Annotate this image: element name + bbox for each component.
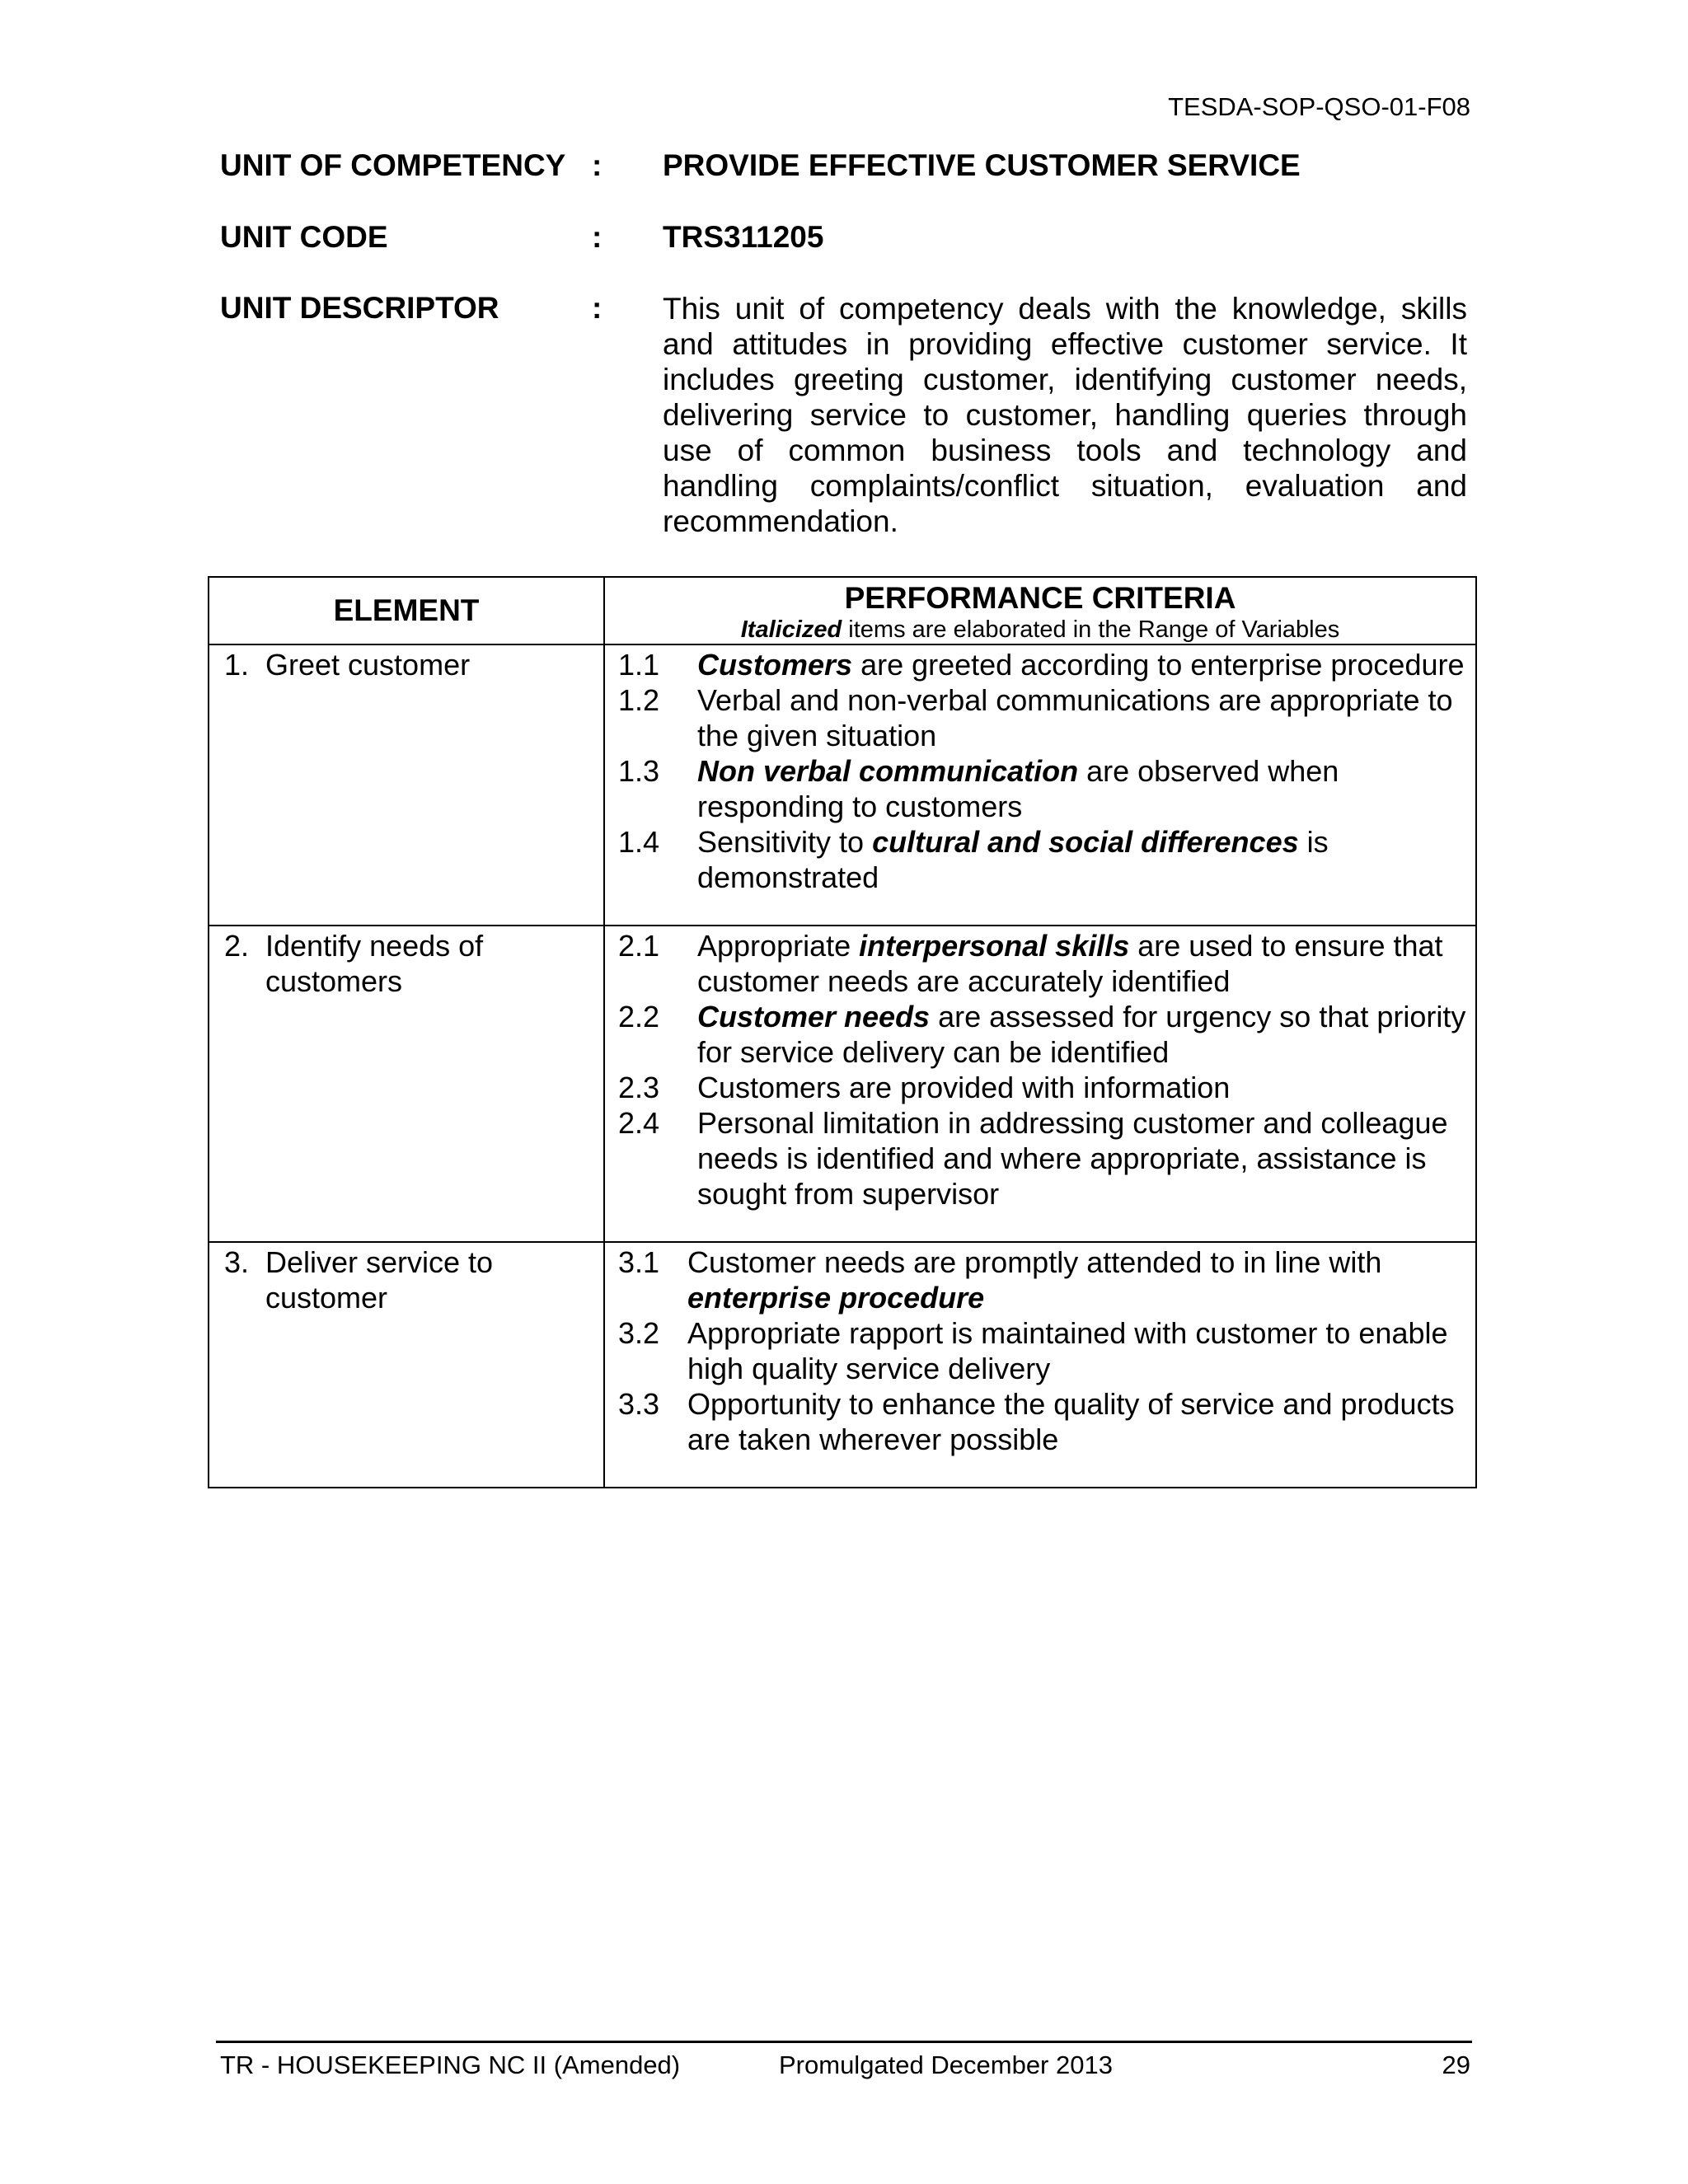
criterion-text: Sensitivity to cultural and social differences is demonstrated bbox=[697, 825, 1329, 894]
footer-title: TR - HOUSEKEEPING NC II (Amended) bbox=[220, 2050, 681, 2079]
performance-criteria-table bbox=[208, 576, 1477, 1488]
criterion-number: 1.4 bbox=[618, 825, 660, 859]
criterion-text: Verbal and non-verbal communications are appropriate to the given situation bbox=[697, 683, 1453, 752]
element-text: Greet customer bbox=[265, 648, 471, 682]
range-variable-term: enterprise procedure bbox=[687, 1281, 985, 1315]
range-variable-term: interpersonal skills bbox=[859, 929, 1130, 963]
table-row bbox=[209, 644, 1476, 926]
criterion-number: 2.3 bbox=[618, 1071, 660, 1104]
criterion-number: 2.4 bbox=[618, 1106, 660, 1140]
element-text: Identify needs of customers bbox=[265, 929, 484, 998]
range-variable-term: Customers bbox=[697, 648, 853, 682]
criteria-cell bbox=[604, 1242, 1476, 1488]
italicized-word: Italicized bbox=[740, 616, 842, 643]
table-row bbox=[209, 926, 1476, 1242]
criterion-text: Personal limitation in addressing customer and colleague needs is identified and where appropriate, assistance is sought from supervisor bbox=[697, 1106, 1448, 1211]
criterion bbox=[618, 647, 1467, 682]
criteria-column-header bbox=[604, 577, 1476, 644]
criterion-number: 1.1 bbox=[618, 648, 660, 682]
range-variable-term: Customer needs bbox=[697, 1000, 931, 1033]
page-number: 29 bbox=[1442, 2050, 1470, 2079]
table-header-row bbox=[209, 577, 1476, 644]
criteria-header-note bbox=[605, 616, 1475, 644]
document-code: TESDA-SOP-QSO-01-F08 bbox=[1168, 92, 1470, 121]
criterion-number: 3.1 bbox=[618, 1245, 660, 1279]
unit-of-competency-label: UNIT OF COMPETENCY bbox=[220, 148, 566, 182]
element-column-header: ELEMENT bbox=[209, 577, 604, 644]
criterion bbox=[618, 824, 1467, 895]
criterion bbox=[618, 753, 1467, 824]
criteria-cell bbox=[604, 644, 1476, 926]
criterion bbox=[618, 928, 1467, 999]
criterion bbox=[618, 999, 1467, 1070]
criterion bbox=[618, 1105, 1467, 1212]
element-cell bbox=[209, 926, 604, 1242]
criterion-number: 3.2 bbox=[618, 1316, 660, 1350]
criteria-header-title: PERFORMANCE CRITERIA bbox=[844, 581, 1236, 615]
range-variable-term: Non verbal communication bbox=[697, 754, 1079, 788]
criterion-text: Non verbal communication are observed when responding to customers bbox=[697, 754, 1339, 823]
criterion bbox=[618, 682, 1467, 753]
criterion-text: Customers are greeted according to enterprise procedure bbox=[697, 648, 1465, 682]
criterion-text: Customers are provided with information bbox=[697, 1071, 1231, 1104]
colon: : bbox=[592, 148, 603, 182]
note-rest: items are elaborated in the Range of Variables bbox=[842, 616, 1340, 643]
criterion-text: Appropriate interpersonal skills are used to ensure that customer needs are accurately identified bbox=[697, 929, 1443, 998]
criterion-text: Opportunity to enhance the quality of service and products are taken wherever possible bbox=[687, 1387, 1455, 1456]
unit-descriptor-label: UNIT DESCRIPTOR bbox=[220, 291, 499, 325]
criterion-number: 2.2 bbox=[618, 1000, 660, 1033]
element-cell bbox=[209, 644, 604, 926]
element-cell bbox=[209, 1242, 604, 1488]
element-number: 1. bbox=[224, 648, 250, 682]
element-text: Deliver service to customer bbox=[265, 1245, 494, 1315]
range-variable-term: cultural and social differences bbox=[872, 825, 1299, 859]
unit-code-value: TRS311205 bbox=[663, 220, 824, 254]
criterion bbox=[618, 1315, 1467, 1386]
criterion-number: 2.1 bbox=[618, 929, 660, 963]
table-row bbox=[209, 1242, 1476, 1488]
criterion-text: Customer needs are promptly attended to in line with enterprise procedure bbox=[687, 1245, 1382, 1315]
criterion-number: 3.3 bbox=[618, 1387, 660, 1421]
criterion bbox=[618, 1070, 1467, 1105]
footer-divider bbox=[216, 2041, 1472, 2043]
element-number: 2. bbox=[224, 929, 250, 963]
unit-code-label: UNIT CODE bbox=[220, 220, 388, 254]
criterion-number: 1.3 bbox=[618, 754, 660, 788]
unit-descriptor-text: This unit of competency deals with the knowledge, skills and attitudes in providing effective customer service. It includes greeting customer, identifying customer needs, delivering service to customer, handling queries through use of common business tools and technology and handling complaints/conflict situation, evaluation and recommendation. bbox=[663, 292, 1467, 538]
criterion bbox=[618, 1244, 1467, 1315]
colon: : bbox=[592, 220, 603, 254]
footer-promulgated: Promulgated December 2013 bbox=[779, 2050, 1113, 2079]
unit-of-competency-value: PROVIDE EFFECTIVE CUSTOMER SERVICE bbox=[663, 148, 1301, 182]
criterion-number: 1.2 bbox=[618, 683, 660, 717]
criterion bbox=[618, 1386, 1467, 1457]
criterion-text: Customer needs are assessed for urgency so that priority for service delivery can be identified bbox=[697, 1000, 1466, 1069]
criteria-cell bbox=[604, 926, 1476, 1242]
element-number: 3. bbox=[224, 1245, 250, 1279]
criterion-text: Appropriate rapport is maintained with customer to enable high quality service delivery bbox=[687, 1316, 1448, 1385]
colon: : bbox=[592, 291, 603, 325]
